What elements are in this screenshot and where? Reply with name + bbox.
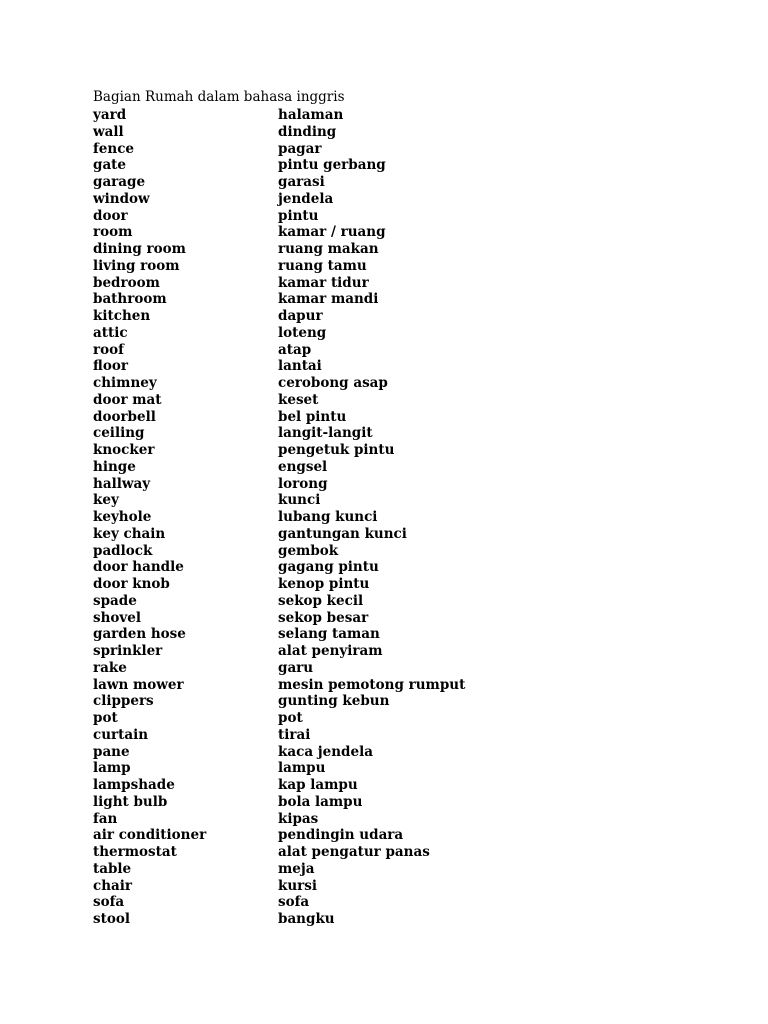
vocabulary-row [93, 375, 513, 392]
english-term: thermostat [93, 844, 177, 860]
indonesian-term: kamar mandi [278, 291, 379, 308]
english-term: room [93, 224, 133, 241]
indonesian-term: gantungan kunci [278, 525, 407, 542]
indonesian-term: meja [278, 860, 315, 877]
vocabulary-row [93, 693, 513, 710]
english-term: kitchen [93, 308, 151, 324]
indonesian-term: selang taman [278, 626, 380, 643]
english-term: stool [93, 911, 130, 927]
vocabulary-row [93, 124, 513, 141]
english-term: lampshade [93, 777, 175, 793]
indonesian-term: atap [278, 341, 312, 358]
vocabulary-row [93, 559, 513, 576]
indonesian-term: tirai [278, 726, 311, 743]
english-term: clippers [93, 693, 154, 710]
indonesian-term: halaman [278, 107, 344, 123]
indonesian-term: bel pintu [278, 408, 347, 425]
english-term: spade [93, 592, 137, 609]
vocabulary-row [93, 677, 513, 694]
vocabulary-row [93, 911, 513, 928]
vocabulary-row [93, 727, 513, 744]
english-term: bathroom [93, 291, 167, 308]
vocabulary-row [93, 593, 513, 610]
vocabulary-row [93, 827, 513, 844]
indonesian-term: kursi [278, 877, 318, 894]
vocabulary-row [93, 744, 513, 761]
english-term: yard [93, 107, 127, 123]
vocabulary-row [93, 275, 513, 292]
indonesian-term: jendela [278, 190, 334, 207]
english-term: living room [93, 257, 180, 274]
vocabulary-row [93, 409, 513, 426]
english-term: pane [93, 743, 130, 760]
vocabulary-row [93, 861, 513, 878]
indonesian-term: gunting kebun [278, 693, 390, 710]
english-term: garden hose [93, 626, 186, 643]
english-term: keyhole [93, 509, 152, 525]
indonesian-term: sofa [278, 894, 310, 911]
indonesian-term: lantai [278, 358, 322, 375]
document-title: Bagian Rumah dalam bahasa inggris [93, 89, 345, 105]
indonesian-term: kamar tidur [278, 274, 369, 291]
english-term: hallway [93, 475, 151, 492]
indonesian-term: engsel [278, 458, 328, 475]
indonesian-term: garu [278, 659, 314, 676]
vocabulary-row [93, 141, 513, 158]
english-term: bedroom [93, 274, 160, 291]
english-term: padlock [93, 542, 153, 559]
english-term: rake [93, 659, 127, 676]
indonesian-term: pagar [278, 140, 322, 157]
vocabulary-row [93, 442, 513, 459]
english-term: key chain [93, 525, 166, 542]
english-term: floor [93, 358, 128, 375]
indonesian-term: kenop pintu [278, 576, 370, 592]
vocabulary-row [93, 844, 513, 861]
vocabulary-row [93, 224, 513, 241]
indonesian-term: pintu gerbang [278, 157, 386, 174]
english-term: chimney [93, 375, 157, 391]
english-term: door [93, 207, 128, 224]
vocabulary-row [93, 291, 513, 308]
vocabulary-row [93, 543, 513, 560]
indonesian-term: bola lampu [278, 793, 363, 810]
indonesian-term: mesin pemotong rumput [278, 676, 466, 693]
indonesian-term: kap lampu [278, 777, 358, 793]
vocabulary-row [93, 258, 513, 275]
vocabulary-row [93, 710, 513, 727]
english-term: fence [93, 140, 135, 157]
english-term: key [93, 492, 119, 509]
vocabulary-row [93, 208, 513, 225]
vocabulary-row [93, 174, 513, 191]
indonesian-term: kaca jendela [278, 743, 373, 760]
english-term: air conditioner [93, 827, 207, 844]
english-term: lawn mower [93, 676, 184, 693]
vocabulary-row [93, 643, 513, 660]
indonesian-term: sekop besar [278, 609, 369, 626]
english-term: doorbell [93, 408, 156, 425]
indonesian-term: gagang pintu [278, 559, 379, 576]
indonesian-term: gembok [278, 542, 339, 559]
vocabulary-row [93, 358, 513, 375]
english-term: door knob [93, 576, 170, 592]
vocabulary-row [93, 576, 513, 593]
vocabulary-list [93, 107, 513, 928]
indonesian-term: bangku [278, 911, 335, 927]
english-term: wall [93, 123, 124, 140]
vocabulary-row [93, 308, 513, 325]
indonesian-term: langit-langit [278, 425, 373, 442]
vocabulary-row [93, 509, 513, 526]
english-term: attic [93, 324, 128, 341]
english-term: roof [93, 341, 124, 358]
indonesian-term: pot [278, 710, 303, 726]
indonesian-term: kamar / ruang [278, 224, 386, 241]
indonesian-term: lubang kunci [278, 509, 378, 525]
vocabulary-row [93, 342, 513, 359]
indonesian-term: ruang tamu [278, 257, 367, 274]
english-term: lamp [93, 760, 131, 777]
english-term: dining room [93, 241, 186, 257]
indonesian-term: alat pengatur panas [278, 844, 430, 860]
english-term: gate [93, 157, 127, 174]
vocabulary-row [93, 157, 513, 174]
vocabulary-row [93, 492, 513, 509]
english-term: shovel [93, 609, 141, 626]
vocabulary-row [93, 894, 513, 911]
english-term: sprinkler [93, 643, 163, 659]
indonesian-term: keset [278, 391, 319, 408]
indonesian-term: kipas [278, 810, 319, 827]
vocabulary-row [93, 794, 513, 811]
english-term: sofa [93, 894, 125, 911]
vocabulary-row [93, 459, 513, 476]
vocabulary-row [93, 392, 513, 409]
vocabulary-row [93, 425, 513, 442]
english-term: pot [93, 710, 118, 726]
vocabulary-row [93, 325, 513, 342]
english-term: door handle [93, 559, 184, 576]
indonesian-term: alat penyiram [278, 643, 383, 659]
indonesian-term: pintu [278, 207, 319, 224]
indonesian-term: loteng [278, 324, 327, 341]
english-term: garage [93, 174, 146, 190]
english-term: light bulb [93, 793, 168, 810]
english-term: fan [93, 810, 118, 827]
indonesian-term: kunci [278, 492, 321, 509]
english-term: door mat [93, 391, 162, 408]
vocabulary-row [93, 526, 513, 543]
english-term: ceiling [93, 425, 145, 442]
indonesian-term: dapur [278, 308, 323, 324]
indonesian-term: pendingin udara [278, 827, 404, 844]
indonesian-term: lorong [278, 475, 328, 492]
indonesian-term: pengetuk pintu [278, 442, 395, 458]
indonesian-term: lampu [278, 760, 326, 777]
indonesian-term: ruang makan [278, 241, 379, 257]
english-term: hinge [93, 458, 136, 475]
indonesian-term: cerobong asap [278, 375, 388, 391]
vocabulary-row [93, 777, 513, 794]
vocabulary-row [93, 626, 513, 643]
vocabulary-row [93, 107, 513, 124]
vocabulary-row [93, 476, 513, 493]
indonesian-term: dinding [278, 123, 337, 140]
vocabulary-row [93, 760, 513, 777]
vocabulary-row [93, 610, 513, 627]
vocabulary-row [93, 191, 513, 208]
english-term: curtain [93, 726, 149, 743]
english-term: chair [93, 877, 133, 894]
indonesian-term: garasi [278, 174, 325, 190]
vocabulary-row [93, 811, 513, 828]
english-term: window [93, 190, 150, 207]
english-term: table [93, 860, 132, 877]
english-term: knocker [93, 442, 155, 458]
vocabulary-row [93, 878, 513, 895]
vocabulary-row [93, 241, 513, 258]
indonesian-term: sekop kecil [278, 592, 364, 609]
vocabulary-row [93, 660, 513, 677]
